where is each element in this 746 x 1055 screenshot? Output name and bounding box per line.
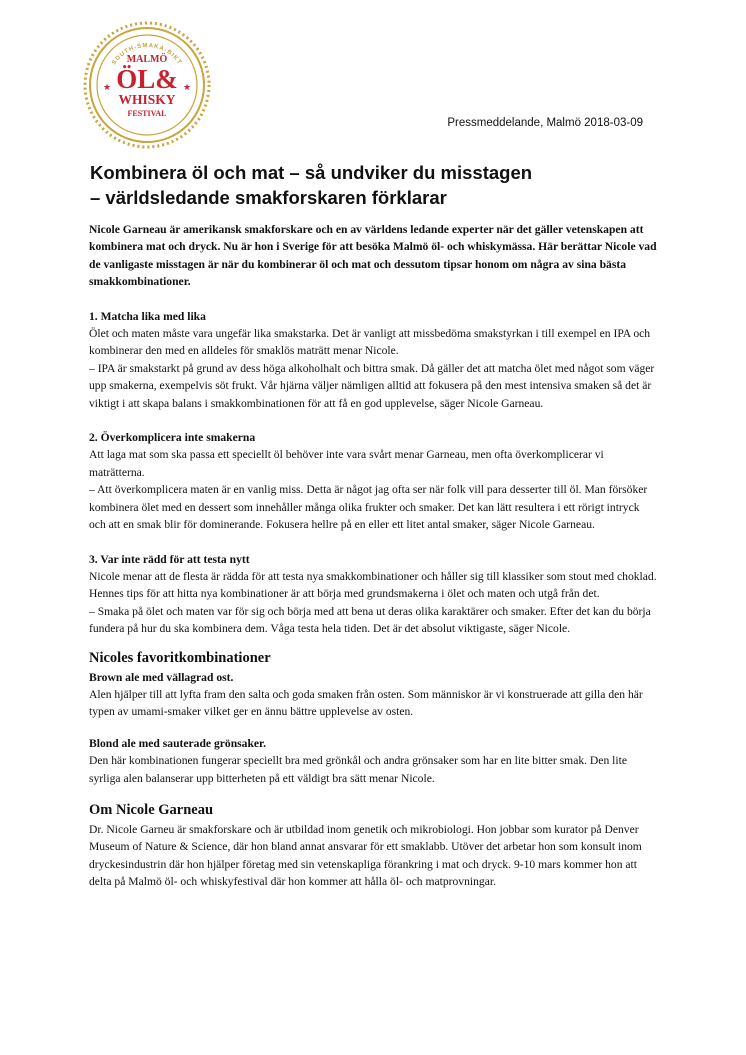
about-heading: Om Nicole Garneau xyxy=(89,801,214,818)
section-3 xyxy=(89,551,659,638)
section-paragraph: Ölet och maten måste vara ungefär lika smakstarka. Det är vanligt att missbedöma smakstyrkan i till exempel en IPA och kombinerar den med en alldeles för smaklös maträtt menar Nicole. xyxy=(89,327,651,358)
section-title: 3. Var inte rädd för att testa nytt xyxy=(89,552,250,566)
headline-line-1: Kombinera öl och mat – så undviker du misstagen xyxy=(90,162,533,183)
headline xyxy=(90,160,660,210)
section-1 xyxy=(89,308,659,412)
lead-paragraph: Nicole Garneau är amerikansk smakforskare och en av världens ledande experter när det gäller vetenskapen att kombinera mat och dryck. Nu är hon i Sverige för att besöka Malmö öl- och whiskymässa. Här berättar Nicole vad de vanligaste misstagen är när du kombinerar öl och mat och dessutom tipsar honom om några av sina bästa smakkombinationer. xyxy=(89,223,657,289)
festival-logo xyxy=(82,20,212,150)
logo-line2: WHISKY xyxy=(118,92,176,107)
favorites-section xyxy=(89,648,659,787)
section-title: 1. Matcha lika med lika xyxy=(89,309,206,323)
favorite-item xyxy=(89,735,659,787)
about-text: Dr. Nicole Garneu är smakforskare och är utbildad inom genetik och mikrobiologi. Hon jobbar som kurator på Denver Museum of Nature & Science, där hon bland annat ansvarar för ett smaklabb. Utöver det arbetar hon som konsult inom dryckesindustrin där hon hjälper företag med sin vetenskapliga förankring i mat och dryck. 9-10 mars kommer hon att delta på Malmö öl- och whiskyfestival där hon kommer att hålla öl- och matprovningar. xyxy=(89,822,642,889)
section-paragraph: – Att överkomplicera maten är en vanlig miss. Detta är något jag ofta ser när folk vill para desserter till öl. Man försöker kombinera ölet med en dessert som innehåller många olika frukter och smaker. Det kan lätt resultera i ett rörigt intryck och att en smak blir för dominerande. Fokusera hellre på en eller ett litet antal smaker, säger Nicole Garneau. xyxy=(89,483,648,532)
favorite-title: Blond ale med sauterade grönsaker. xyxy=(89,736,267,750)
section-paragraph: Nicole menar att de flesta är rädda för att testa nya smakkombinationer och håller sig till klassiker som stout med choklad. Hennes tips för att hitta nya kombinationer är att börja med grundsmakerna i ölet och maten och utgå från det. xyxy=(89,569,657,601)
section-paragraph: – IPA är smakstarkt på grund av dess höga alkoholhalt och bittra smak. Då gäller det att matcha ölet med något som väger upp smakerna, exempelvis söt frukt. Vår hjärna väljer nämligen alltid att fokusera på den mest intensiva smaken så det är viktigt i att skapa balans i smakkombinationen för att få en god upplevelse, säger Nicole Garneau. xyxy=(89,361,655,410)
headline-line-2: – världsledande smakforskaren förklarar xyxy=(90,187,447,208)
favorite-item xyxy=(89,669,659,721)
favorites-heading: Nicoles favoritkombinationer xyxy=(89,649,271,666)
section-title: 2. Överkomplicera inte smakerna xyxy=(89,431,256,445)
section-paragraph: Att laga mat som ska passa ett speciellt öl behöver inte vara svårt menar Garneau, men ofta överkomplicerar vi maträtterna. xyxy=(89,448,604,479)
logo-line1: ÖL& xyxy=(116,64,178,94)
section-paragraph: – Smaka på ölet och maten var för sig och börja med att bena ut deras olika karaktärer och smaker. Efter det kan du börja fundera på hur du ska kombinera dem. Våga testa hela tiden. Det är det absolut viktigaste, säger Nicole. xyxy=(89,604,651,636)
favorite-text: Den här kombinationen fungerar speciellt bra med grönkål och andra grönsaker som har en lite bitter smak. Den lite syrliga alen balanserar upp bitterheten på ett väldigt bra sätt menar Nicole. xyxy=(89,754,627,785)
press-release-dateline: Pressmeddelande, Malmö 2018-03-09 xyxy=(447,117,643,129)
logo-city: MALMÖ xyxy=(126,54,168,65)
favorite-text: Alen hjälper till att lyfta fram den salta och goda smaken från osten. Som människor är vi konstruerade att gilla den här typen av umami-smaker vilket ger en ännu bättre upplevelse av osten. xyxy=(89,687,643,719)
article-body xyxy=(89,221,659,891)
favorite-title: Brown ale med vällagrad ost. xyxy=(89,670,234,684)
logo-arc-text: SOUTH-SMAKA-BIKT xyxy=(111,42,183,67)
star-right-icon: ★ xyxy=(182,83,192,93)
about-section xyxy=(89,800,659,891)
logo-line3: FESTIVAL xyxy=(127,109,167,118)
star-left-icon: ★ xyxy=(102,83,112,93)
section-2 xyxy=(89,429,659,533)
